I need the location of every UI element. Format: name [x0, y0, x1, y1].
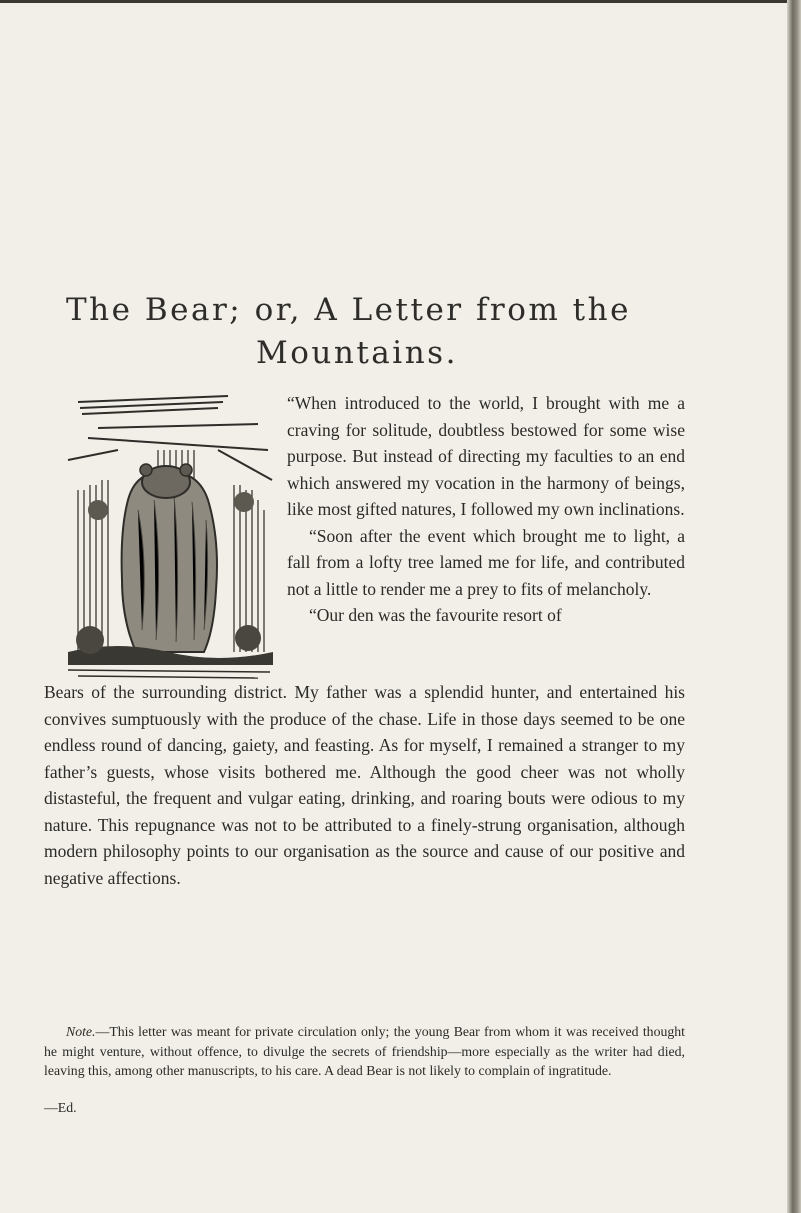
- opening-text-column: [287, 390, 685, 629]
- chapter-title-line2: Mountains.: [256, 335, 458, 371]
- paragraph-1: “When introduced to the world, I brought with me a craving for solitude, doubtless bestowed for some wise purpose. But instead of directing my faculties to an end which answered my vocation in the harmony of beings, like most gifted natures, I followed my own inclinations.: [287, 393, 685, 519]
- chapter-title: The Bear; or, A Letter from the: [66, 292, 631, 328]
- note-text: —This letter was meant for private circulation only; the young Bear from whom it was received thought he might venture, without offence, to divulge the secrets of friendship—more especially as the writer had died, leaving this, among other manuscripts, to his care. A dead Bear is not likely to complain of ingratitude.: [44, 1024, 685, 1078]
- editor-note: [44, 1022, 685, 1081]
- page-edge: [787, 0, 801, 1213]
- bear-illustration-icon: [58, 390, 278, 690]
- top-rule: [0, 0, 801, 3]
- paragraph-3-start: “Our den was the favourite resort of: [309, 605, 562, 625]
- note-signoff: —Ed.: [44, 1100, 77, 1115]
- note-label: Note.: [66, 1024, 96, 1039]
- paragraph-2: “Soon after the event which brought me to light, a fall from a lofty tree lamed me for life, and contributed not a little to render me a prey to fits of melancholy.: [287, 525, 685, 599]
- paragraph-3-continued: Bears of the surrounding district. My father was a splendid hunter, and entertained his convives sumptuously with the produce of the chase. Life in those days seemed to be one endless round of dancing, gaiety, and feasting. As for myself, I remained a stranger to my father’s guests, whose visits bothered me. Although the good cheer was not wholly distasteful, the frequent and vulgar eating, drinking, and roaring bouts were odious to my nature. This repugnance was not to be attributed to a finely-strung organisation, although modern philosophy points to our organisation as the source and cause of our positive and negative affections.: [44, 682, 685, 888]
- body-text-column: [44, 679, 685, 891]
